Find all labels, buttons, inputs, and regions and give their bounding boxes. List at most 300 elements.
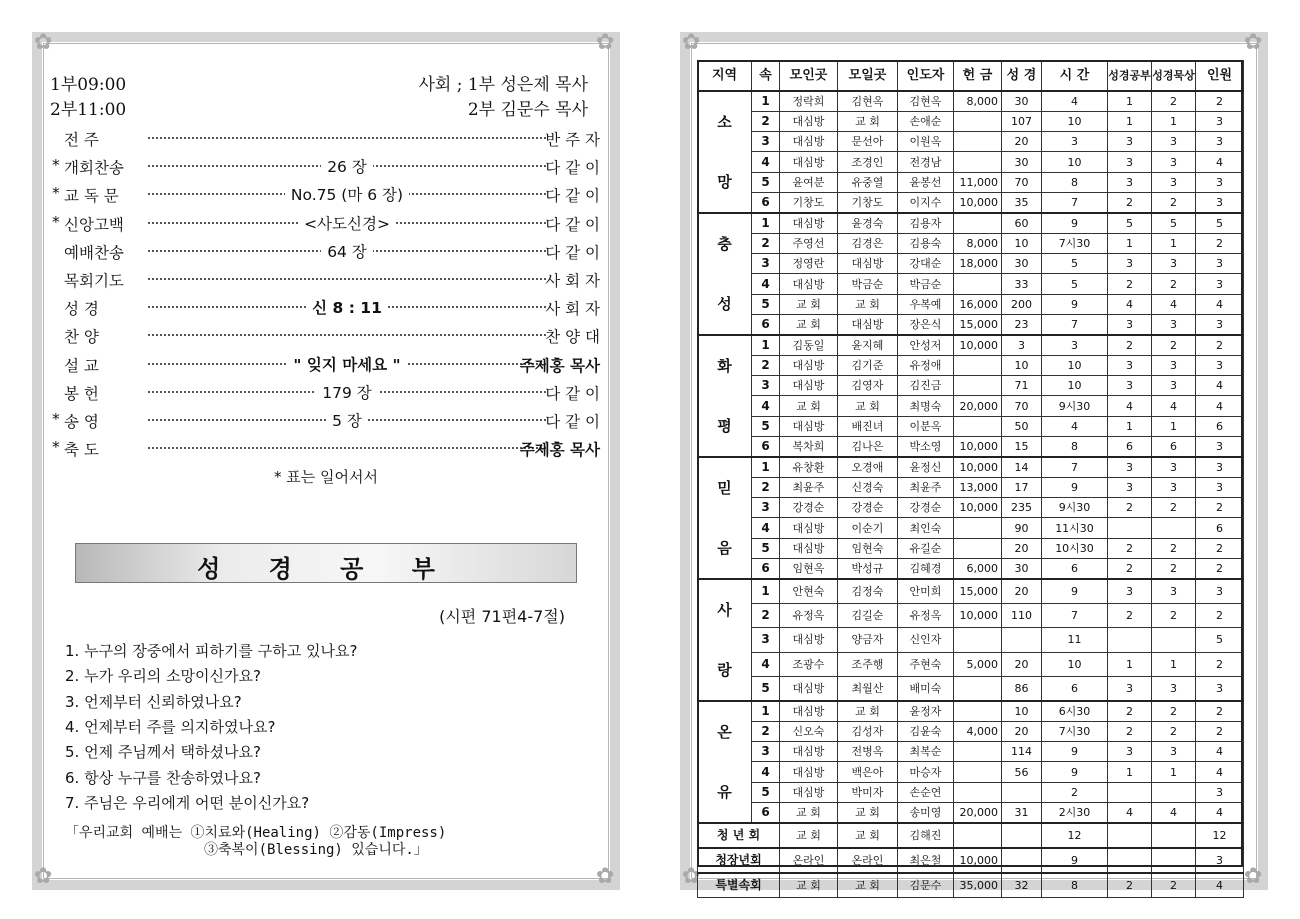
order-item-detail-wrap (148, 296, 546, 318)
flower-ornament-icon: ✿ (1244, 30, 1263, 55)
special-group-name: 청 년 회 (698, 823, 780, 848)
group-number: 4 (752, 652, 780, 676)
table-cell: 3 (1108, 152, 1152, 172)
table-cell: 장은식 (898, 314, 954, 335)
table-cell: 대심방 (780, 152, 838, 172)
table-cell: 교 회 (838, 112, 898, 132)
table-cell: 13,000 (954, 478, 1002, 498)
column-header: 인도자 (898, 61, 954, 92)
table-cell: 대심방 (838, 254, 898, 274)
order-item-name: 성 경 (64, 300, 99, 319)
region-name: 소 망 (698, 91, 752, 213)
table-cell: 10시30 (1042, 538, 1108, 558)
group-number: 2 (752, 112, 780, 132)
table-cell: 2 (1196, 335, 1244, 356)
table-cell: 10,000 (954, 192, 1002, 213)
table-cell: 3 (1152, 172, 1196, 192)
order-item-detail-wrap (148, 183, 546, 205)
table-cell: 대심방 (780, 518, 838, 538)
group-number: 1 (752, 579, 780, 604)
table-cell: 송미영 (898, 802, 954, 823)
table-row (698, 676, 1244, 701)
order-item (52, 410, 600, 432)
table-cell: 교 회 (838, 873, 898, 898)
order-item-detail-wrap (148, 409, 546, 431)
table-cell: 6 (1152, 436, 1196, 457)
table-row (698, 314, 1244, 335)
group-number: 5 (752, 538, 780, 558)
table-cell: 4 (1152, 396, 1196, 416)
table-cell: 교 회 (780, 294, 838, 314)
table-cell: 7 (1042, 314, 1108, 335)
table-cell (954, 152, 1002, 172)
table-cell (1152, 823, 1196, 848)
order-item-detail-wrap (148, 240, 546, 262)
table-cell: 대심방 (780, 416, 838, 436)
table-cell: 20,000 (954, 396, 1002, 416)
table-cell: 10,000 (954, 498, 1002, 518)
table-cell: 1 (1152, 652, 1196, 676)
table-cell: 교 회 (780, 314, 838, 335)
table-cell: 주현숙 (898, 652, 954, 676)
special-group-row (698, 848, 1244, 873)
table-cell: 10 (1042, 152, 1108, 172)
order-item-name: 축 도 (64, 441, 99, 460)
table-cell: 2 (1108, 873, 1152, 898)
table-cell: 교 회 (780, 802, 838, 823)
table-cell: 박성규 (838, 558, 898, 579)
table-cell: 7 (1042, 457, 1108, 478)
table-row (698, 91, 1244, 112)
table-cell: 윤여분 (780, 172, 838, 192)
order-item-detail: 64 장 (321, 243, 373, 261)
table-cell: 손순연 (898, 782, 954, 802)
table-cell: 대심방 (780, 701, 838, 722)
table-cell: 2 (1152, 558, 1196, 579)
table-cell: 4 (1042, 91, 1108, 112)
table-cell: 3 (1152, 132, 1196, 152)
table-cell: 대심방 (780, 676, 838, 701)
region-name: 충 성 (698, 213, 752, 335)
table-cell: 이순기 (838, 518, 898, 538)
order-item (52, 382, 600, 404)
table-row (698, 294, 1244, 314)
table-cell: 5 (1196, 628, 1244, 652)
group-number: 3 (752, 376, 780, 396)
table-cell: 9 (1042, 742, 1108, 762)
table-cell: 1 (1152, 234, 1196, 254)
table-cell: 2 (1196, 722, 1244, 742)
order-item-detail: 5 장 (326, 412, 368, 430)
column-header: 시 간 (1042, 61, 1108, 92)
order-item-name: 송 영 (64, 413, 99, 431)
table-cell: 김현옥 (838, 91, 898, 112)
scripture-reference: (시편 71편4-7절) (439, 607, 565, 626)
table-cell: 2 (1196, 701, 1244, 722)
table-cell: 4 (1196, 376, 1244, 396)
table-cell: 김문수 (898, 873, 954, 898)
group-number: 5 (752, 676, 780, 701)
table-row (698, 762, 1244, 782)
order-item-name: 예배찬송 (64, 243, 124, 262)
table-cell: 20 (1002, 652, 1042, 676)
column-header: 성 경 (1002, 61, 1042, 92)
group-number: 2 (752, 478, 780, 498)
table-cell: 10 (1042, 356, 1108, 376)
order-item-detail: 179 장 (316, 384, 378, 402)
table-cell: 3 (1152, 579, 1196, 604)
order-item-name: 교 독 문 (64, 187, 119, 206)
special-group-name: 청장년회 (698, 848, 780, 873)
table-cell: 2 (1108, 335, 1152, 356)
table-cell: 우복예 (898, 294, 954, 314)
group-number: 6 (752, 314, 780, 335)
order-item-detail: <사도신경> (298, 215, 396, 233)
table-cell: 윤정신 (898, 457, 954, 478)
table-cell: 신경숙 (838, 478, 898, 498)
table-cell: 3 (1196, 192, 1244, 213)
group-number: 4 (752, 518, 780, 538)
table-cell: 4 (1042, 416, 1108, 436)
order-item-leader: 반 주 자 (545, 131, 600, 149)
table-cell: 3 (1152, 457, 1196, 478)
flower-ornament-icon: ✿ (682, 30, 701, 55)
table-cell: 6 (1196, 518, 1244, 538)
table-cell: 박소영 (898, 436, 954, 457)
table-cell: 9 (1042, 848, 1108, 873)
table-cell: 90 (1002, 518, 1042, 538)
study-question: 1. 누구의 장중에서 피하기를 구하고 있나요? (65, 642, 358, 660)
standing-mark: * (52, 438, 60, 457)
table-cell: 기창도 (838, 192, 898, 213)
special-group-row (698, 823, 1244, 848)
study-question: 3. 언제부터 신뢰하였나요? (65, 692, 242, 711)
table-row (698, 478, 1244, 498)
table-cell: 3 (1196, 172, 1244, 192)
table-cell: 10,000 (954, 457, 1002, 478)
table-cell: 20 (1002, 132, 1042, 152)
group-number: 3 (752, 498, 780, 518)
table-row (698, 152, 1244, 172)
table-cell: 3 (1108, 579, 1152, 604)
order-item-leader: 다 같 이 (545, 413, 600, 431)
table-cell: 2 (1196, 652, 1244, 676)
table-cell: 20 (1002, 722, 1042, 742)
table-cell: 배진녀 (838, 416, 898, 436)
group-number: 5 (752, 782, 780, 802)
table-cell: 20 (1002, 538, 1042, 558)
table-cell: 10 (1042, 376, 1108, 396)
table-cell: 3 (1108, 132, 1152, 152)
table-cell: 최월산 (838, 676, 898, 701)
table-cell: 3 (1002, 335, 1042, 356)
leader-dots (148, 334, 546, 336)
table-cell: 10,000 (954, 335, 1002, 356)
region-name: 사 랑 (698, 579, 752, 701)
table-cell: 10 (1002, 356, 1042, 376)
table-cell: 9 (1042, 579, 1108, 604)
table-cell: 3 (1042, 335, 1108, 356)
table-cell: 56 (1002, 762, 1042, 782)
table-cell: 4 (1196, 396, 1244, 416)
table-cell: 3 (1108, 742, 1152, 762)
table-cell: 오경애 (838, 457, 898, 478)
table-cell: 5 (1042, 274, 1108, 294)
table-cell: 6,000 (954, 558, 1002, 579)
table-cell: 김동일 (780, 335, 838, 356)
table-cell: 3 (1196, 254, 1244, 274)
table-cell: 110 (1002, 604, 1042, 628)
table-cell: 10,000 (954, 848, 1002, 873)
table-cell (954, 538, 1002, 558)
table-cell: 1 (1152, 416, 1196, 436)
order-item-name: 전 주 (64, 131, 99, 149)
table-cell: 안성저 (898, 335, 954, 356)
table-cell: 5 (1108, 213, 1152, 234)
table-cell: 안미희 (898, 579, 954, 604)
table-cell: 대심방 (780, 356, 838, 376)
table-cell: 1 (1108, 652, 1152, 676)
table-cell: 4 (1196, 873, 1244, 898)
table-cell (1108, 628, 1152, 652)
table-cell: 2 (1152, 873, 1196, 898)
table-cell: 15,000 (954, 579, 1002, 604)
table-cell: 4 (1108, 294, 1152, 314)
table-cell: 3 (1108, 478, 1152, 498)
table-cell: 4 (1196, 742, 1244, 762)
table-cell: 3 (1196, 676, 1244, 701)
table-cell (1108, 518, 1152, 538)
region-name: 화 평 (698, 335, 752, 457)
study-question: 7. 주님은 우리에게 어떤 분이신가요? (65, 793, 310, 812)
order-item-leader: 다 같 이 (545, 215, 600, 234)
table-cell (954, 416, 1002, 436)
order-item (52, 354, 600, 376)
study-question: 5. 언제 주님께서 택하셨나요? (65, 743, 261, 762)
table-cell: 3 (1196, 478, 1244, 498)
standing-mark: * (52, 184, 60, 203)
table-cell: 4,000 (954, 722, 1002, 742)
table-cell: 1 (1108, 416, 1152, 436)
flower-ornament-icon: ✿ (34, 864, 53, 889)
table-cell: 2 (1108, 538, 1152, 558)
table-cell: 2 (1108, 498, 1152, 518)
table-cell: 3 (1196, 848, 1244, 873)
table-cell: 최명숙 (898, 396, 954, 416)
region-name: 온 유 (698, 701, 752, 823)
table-cell: 4 (1196, 802, 1244, 823)
motto-line-1: 「우리교회 예배는 ①치료와(Healing) ②감동(Impress) (65, 825, 447, 841)
group-number: 2 (752, 604, 780, 628)
table-cell (1152, 848, 1196, 873)
table-cell (1108, 782, 1152, 802)
table-cell: 3 (1108, 254, 1152, 274)
order-item-detail-wrap (148, 155, 546, 177)
table-cell: 유창환 (780, 457, 838, 478)
table-cell: 유정애 (898, 356, 954, 376)
table-cell: 30 (1002, 152, 1042, 172)
table-cell: 2 (1152, 701, 1196, 722)
order-item-leader: 다 같 이 (545, 384, 600, 403)
order-item-detail: 신 8 : 11 (306, 299, 388, 317)
table-cell: 김정숙 (838, 579, 898, 604)
table-cell: 마승자 (898, 762, 954, 782)
group-number: 6 (752, 192, 780, 213)
table-cell: 2 (1108, 558, 1152, 579)
order-item-leader: 사 회 자 (545, 300, 600, 319)
table-cell: 9 (1042, 294, 1108, 314)
table-cell: 대심방 (780, 628, 838, 652)
table-header-row (698, 61, 1244, 92)
group-number: 1 (752, 335, 780, 356)
host-1: 사회 ; 1부 성은제 목사 (418, 75, 588, 95)
table-cell: 2시30 (1042, 802, 1108, 823)
flower-ornament-icon: ✿ (1244, 864, 1263, 889)
group-number: 4 (752, 152, 780, 172)
order-item-name: 찬 양 (64, 328, 99, 347)
order-item (52, 128, 600, 150)
table-cell (1108, 848, 1152, 873)
table-row (698, 722, 1244, 742)
flower-ornament-icon: ✿ (682, 864, 701, 889)
table-cell: 박금순 (838, 274, 898, 294)
table-cell: 7시30 (1042, 722, 1108, 742)
order-item-detail: 26 장 (321, 158, 373, 176)
table-cell: 200 (1002, 294, 1042, 314)
column-header: 헌 금 (954, 61, 1002, 92)
table-cell: 정영란 (780, 254, 838, 274)
table-cell: 12 (1196, 823, 1244, 848)
column-header: 지역 (698, 61, 752, 92)
table-cell: 10 (1002, 701, 1042, 722)
table-cell: 신인자 (898, 628, 954, 652)
table-cell: 김영자 (838, 376, 898, 396)
table-cell: 대심방 (838, 314, 898, 335)
order-item-leader: 주제홍 목사 (519, 356, 600, 375)
table-cell: 4 (1108, 802, 1152, 823)
group-number: 3 (752, 742, 780, 762)
group-number: 1 (752, 91, 780, 112)
table-cell: 김용숙 (898, 234, 954, 254)
table-cell: 30 (1002, 254, 1042, 274)
table-row (698, 396, 1244, 416)
table-cell: 대심방 (780, 274, 838, 294)
group-number: 2 (752, 234, 780, 254)
table-cell: 10 (1002, 234, 1042, 254)
table-cell: 신오숙 (780, 722, 838, 742)
group-number: 6 (752, 436, 780, 457)
service-time-1: 1부09:00 (50, 75, 127, 95)
order-item-detail-wrap (148, 381, 546, 403)
table-cell: 2 (1152, 274, 1196, 294)
table-cell: 1 (1108, 91, 1152, 112)
table-cell: 18,000 (954, 254, 1002, 274)
table-cell: 문선아 (838, 132, 898, 152)
table-cell: 유길순 (898, 538, 954, 558)
table-cell: 9 (1042, 478, 1108, 498)
column-header: 인원 (1196, 61, 1244, 92)
table-cell: 70 (1002, 396, 1042, 416)
table-cell: 23 (1002, 314, 1042, 335)
table-cell (1152, 782, 1196, 802)
table-cell: 3 (1108, 457, 1152, 478)
table-cell (1002, 628, 1042, 652)
table-cell: 2 (1108, 192, 1152, 213)
table-cell: 5,000 (954, 652, 1002, 676)
table-cell: 3 (1152, 152, 1196, 172)
group-number: 6 (752, 558, 780, 579)
table-cell: 2 (1042, 782, 1108, 802)
table-row (698, 652, 1244, 676)
table-cell: 유정옥 (898, 604, 954, 628)
table-cell: 전병옥 (838, 742, 898, 762)
table-cell: 2 (1152, 192, 1196, 213)
table-row (698, 254, 1244, 274)
table-cell: 손애순 (898, 112, 954, 132)
table-cell: 9 (1042, 762, 1108, 782)
table-cell: 김경은 (838, 234, 898, 254)
table-cell: 3 (1108, 172, 1152, 192)
table-cell: 16,000 (954, 294, 1002, 314)
standing-mark: * (52, 410, 60, 428)
table-cell (954, 376, 1002, 396)
order-item-name: 신앙고백 (64, 215, 124, 234)
table-cell: 6 (1042, 558, 1108, 579)
table-cell: 107 (1002, 112, 1042, 132)
table-cell: 1 (1152, 112, 1196, 132)
table-cell: 안현숙 (780, 579, 838, 604)
table-cell: 20,000 (954, 802, 1002, 823)
table-cell: 3 (1042, 132, 1108, 152)
order-item (52, 269, 600, 291)
table-cell: 윤정자 (898, 701, 954, 722)
table-cell: 4 (1196, 762, 1244, 782)
table-cell: 17 (1002, 478, 1042, 498)
table-cell: 3 (1196, 274, 1244, 294)
table-cell: 교 회 (838, 396, 898, 416)
group-number: 5 (752, 172, 780, 192)
column-header: 성경공부 (1108, 61, 1152, 92)
table-cell: 6 (1196, 416, 1244, 436)
table-cell: 김진금 (898, 376, 954, 396)
table-row (698, 457, 1244, 478)
table-cell: 3 (1108, 376, 1152, 396)
table-cell: 김현옥 (898, 91, 954, 112)
group-number: 6 (752, 802, 780, 823)
table-cell: 2 (1108, 722, 1152, 742)
table-cell (954, 112, 1002, 132)
table-cell: 3 (1196, 457, 1244, 478)
region-name: 믿 음 (698, 457, 752, 579)
column-header: 속 (752, 61, 780, 92)
table-cell: 강경순 (838, 498, 898, 518)
table-cell: 14 (1002, 457, 1042, 478)
table-row (698, 192, 1244, 213)
bible-study-title: 성 경 공 부 (197, 554, 455, 583)
table-cell: 교 회 (838, 823, 898, 848)
group-number: 2 (752, 356, 780, 376)
table-cell: 12 (1042, 823, 1108, 848)
table-cell: 2 (1108, 701, 1152, 722)
table-cell: 2 (1196, 604, 1244, 628)
table-cell: 윤봉선 (898, 172, 954, 192)
table-cell: 박미자 (838, 782, 898, 802)
group-number: 5 (752, 294, 780, 314)
group-number: 3 (752, 628, 780, 652)
leader-dots (148, 447, 546, 449)
table-cell: 김해진 (898, 823, 954, 848)
table-cell: 3 (1152, 254, 1196, 274)
